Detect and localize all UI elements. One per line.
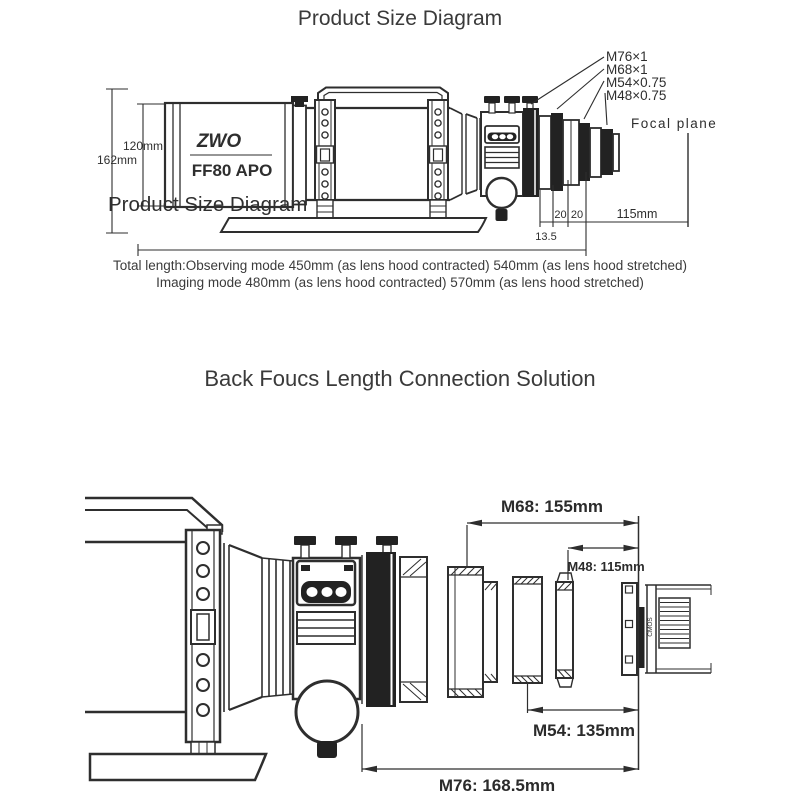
adapter-m68	[448, 567, 497, 697]
heatsink	[659, 598, 690, 648]
dim-label-m76: M76: 168.5mm	[438, 776, 556, 795]
dovetail-plate	[221, 218, 486, 232]
dim-label-m54: M54: 135mm	[532, 721, 636, 740]
camera	[622, 583, 711, 675]
adapter-m48	[556, 573, 573, 687]
dim-backfocus-115: 115mm	[616, 207, 658, 221]
tube-ring-2	[186, 530, 220, 754]
telescope-tube-2	[85, 542, 186, 712]
rear-thread-rings	[523, 108, 619, 197]
dovetail-plate-2	[90, 754, 266, 780]
focus-knob	[487, 178, 517, 208]
thread-label-m76: M76×1	[606, 49, 648, 64]
dim-label-m48: M48: 115mm	[567, 559, 645, 574]
m76-flange	[366, 552, 427, 707]
total-length-line1: Total length:Observing mode 450mm (as lens hood contracted) 540mm (as lens hood stretched)	[112, 258, 688, 273]
watermark-text: Product Size Diagram	[108, 193, 308, 216]
dim-20-a: 20	[554, 209, 567, 221]
page-title: Product Size Diagram	[297, 7, 503, 30]
total-length-caption	[0, 257, 800, 291]
cmos-label: CMOS	[647, 617, 654, 637]
carry-handle-2	[85, 498, 222, 534]
back-focus-diagram	[0, 440, 800, 800]
thread-label-m68: M68×1	[606, 62, 648, 77]
adapter-m54	[513, 577, 542, 683]
dim-overall-height: 162mm	[96, 153, 137, 167]
brand-logo: ZWO	[196, 131, 242, 152]
focuser-drawtube	[450, 108, 480, 200]
carry-handle	[318, 88, 448, 102]
dim-label-m68: M68: 155mm	[500, 497, 604, 516]
focus-knob-2	[296, 681, 358, 743]
thread-label-m54: M54×0.75	[606, 75, 667, 90]
dim-hood-diameter: 120mm	[122, 139, 163, 153]
telescope-side-view	[106, 57, 688, 256]
total-length-line2: Imaging mode 480mm (as lens hood contracted) 570mm (as lens hood stretched)	[156, 275, 644, 290]
thread-leader-lines	[531, 57, 607, 125]
model-label: FF80 APO	[191, 161, 273, 180]
dim-13-5: 13.5	[535, 231, 557, 243]
thread-label-m48: M48×0.75	[606, 88, 667, 103]
rear-cone	[224, 543, 293, 712]
back-focus-title: Back Foucs Length Connection Solution	[204, 366, 596, 391]
dim-20-b: 20	[570, 209, 584, 221]
tube-ring-rear	[428, 100, 448, 218]
focal-plane-label: Focal plane	[631, 116, 718, 131]
tube-ring-front	[315, 100, 335, 218]
